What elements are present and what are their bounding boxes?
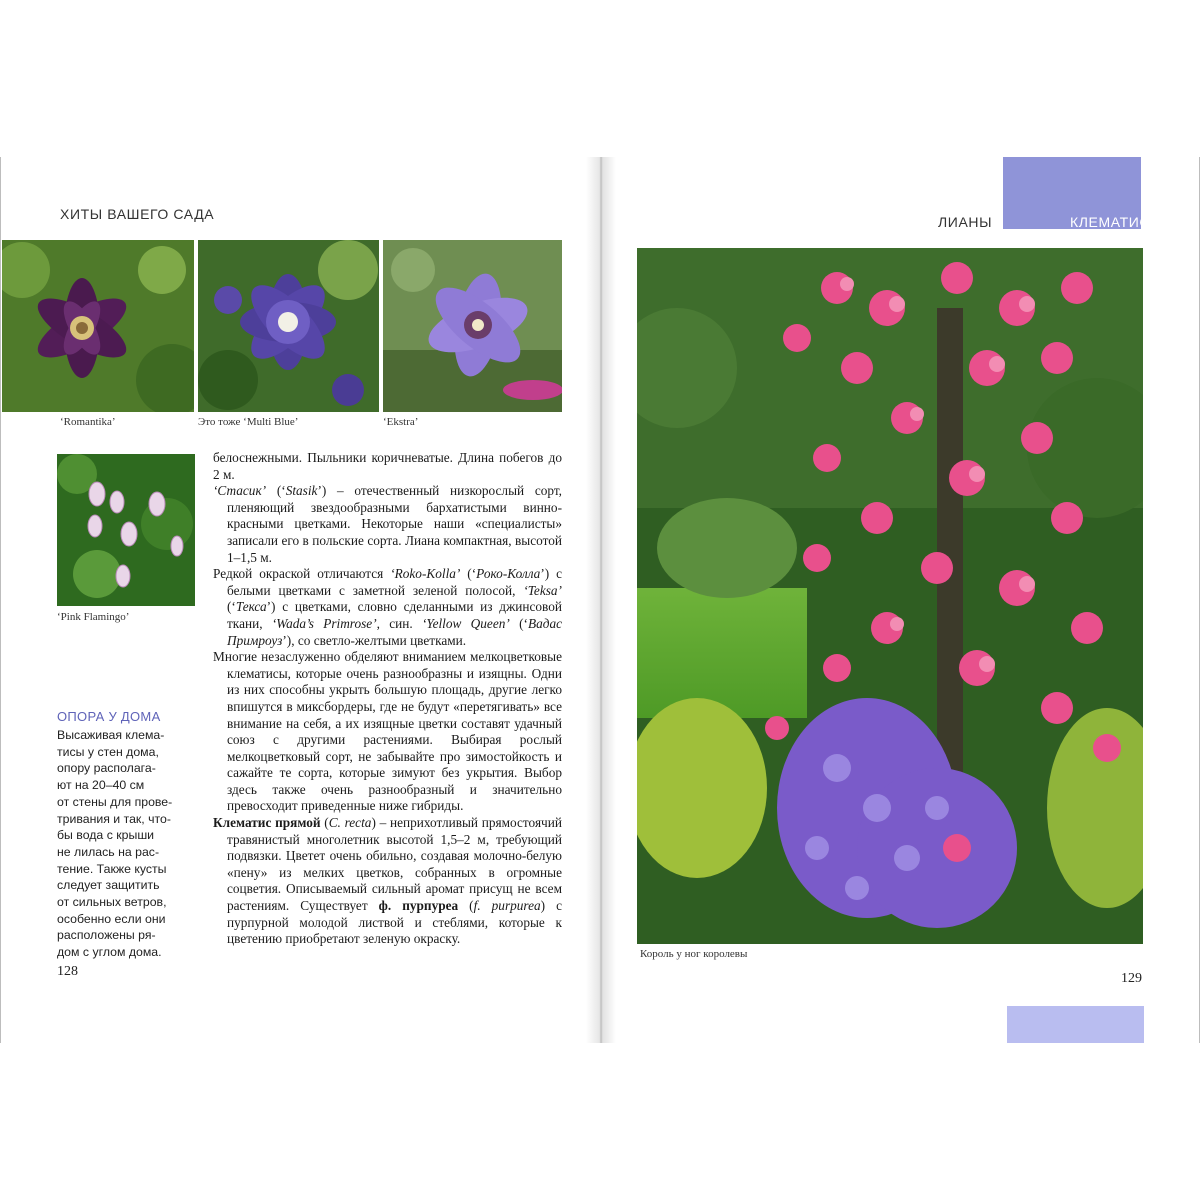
sidebar-text — [57, 727, 175, 961]
sidebar-line: особенно если они — [57, 911, 166, 926]
sidebar-line: тривания и так, что- — [57, 811, 171, 826]
caption-ekstra: ‘Ekstra’ — [383, 416, 419, 428]
paragraph-clematis-recta: Клематис прямой (C. recta) – неприхотливый прямостоячий травянистый многолетник высотой 1,5–2 м, требующий подвязки. Цветет очень обильно, создавая молочно-белую «пену» из мелких цветков, собранных в огромные соцветия. Описываемый сильный аромат присущ не всем растениям. Существует ф. пурпуреа (f. purpurea) с пурпурной молодой листвой и стеблями, которые к цветению приобретают зеленую окраску. — [213, 815, 563, 947]
sidebar-line: следует защитить — [57, 878, 160, 893]
running-header-right: ЛИАНЫ — [938, 214, 993, 230]
sidebar-line: ют на 20–40 см — [57, 778, 145, 793]
sidebar-line: от стены для прове- — [57, 794, 173, 809]
sidebar-line: тение. Также кусты — [57, 861, 167, 876]
running-header-left: ХИТЫ ВАШЕГО САДА — [60, 206, 215, 222]
caption-pink-flamingo: ‘Pink Flamingo’ — [57, 611, 130, 623]
sidebar-line: дом с углом дома. — [57, 945, 162, 960]
sidebar-line: бы вода с крыши — [57, 828, 155, 843]
paragraph-rare-colors: Редкой окраской отличаются ‘Roko-Kolla’ (‘Роко-Колла’) с белыми цветками с заметной зеленой полосой, ‘Teksa’ (‘Текса’) с цветками, словно сделанными из джинсовой ткани, ‘Wada’s Primrose’, син. ‘Yellow Queen’ (‘Вадас Примроуз’), со светло-желтыми цветками. — [213, 566, 563, 648]
book-gutter — [586, 157, 616, 1043]
sidebar-line: не лилась на рас- — [57, 844, 160, 859]
body-text — [213, 450, 562, 948]
sidebar-line: тисы у стен дома, — [57, 744, 159, 759]
photo-romantika — [2, 240, 194, 412]
sidebar-line: расположены ря- — [57, 928, 156, 943]
paragraph-small-flowered: Многие незаслуженно обделяют вниманием мелкоцветковые клематисы, которые очень разнообразны и изящны. Одни из них способны укрыть большую площадь, другие легко впишутся в миксбордеры, где не будут «перетягивать» все внимание на себя, а их изящные цветки составят удачный союз с другими растениями. Выбирая рослый мелкоцветковый сорт, не забывайте про зимостойкость и сажайте те сорта, которые зимуют без укрытия. Выбор здесь также очень разнообразный и значительно превосходит приведенные ниже гибриды. — [213, 649, 562, 814]
section-tab-bottom — [1007, 1006, 1144, 1043]
caption-romantika: ‘Romantika’ — [60, 416, 116, 428]
photo-ekstra — [383, 240, 562, 412]
page-edge-left — [0, 157, 1, 1043]
sidebar-line: Высаживая клема- — [57, 728, 165, 742]
paragraph-1: белоснежными. Пыльники коричневатые. Длина побегов до 2 м. — [213, 450, 562, 482]
sidebar-line: опору располага- — [57, 761, 156, 776]
photo-multi-blue — [198, 240, 379, 412]
page-number-left: 128 — [57, 964, 78, 979]
photo-pink-flamingo — [57, 454, 195, 606]
caption-roses: Король у ног королевы — [640, 948, 748, 960]
sidebar-line: от сильных ветров, — [57, 895, 167, 910]
paragraph-stasik: ‘Стасик’ (‘Stasik’) – отечественный низкорослый сорт, пленяющий звездообразными бархатистыми винно-красными цветками. Некоторые наши «специалисты» записали его в польские сорта. Лиана компактная, высотой 1–1,5 м. — [213, 483, 562, 565]
page-number-right: 129 — [1121, 971, 1142, 986]
section-tab-label: КЛЕМАТИС — [1070, 214, 1151, 230]
photo-roses-clematis — [637, 248, 1143, 944]
caption-multi-blue: Это тоже ‘Multi Blue’ — [198, 416, 299, 428]
sidebar-title: ОПОРА У ДОМА — [57, 709, 161, 724]
